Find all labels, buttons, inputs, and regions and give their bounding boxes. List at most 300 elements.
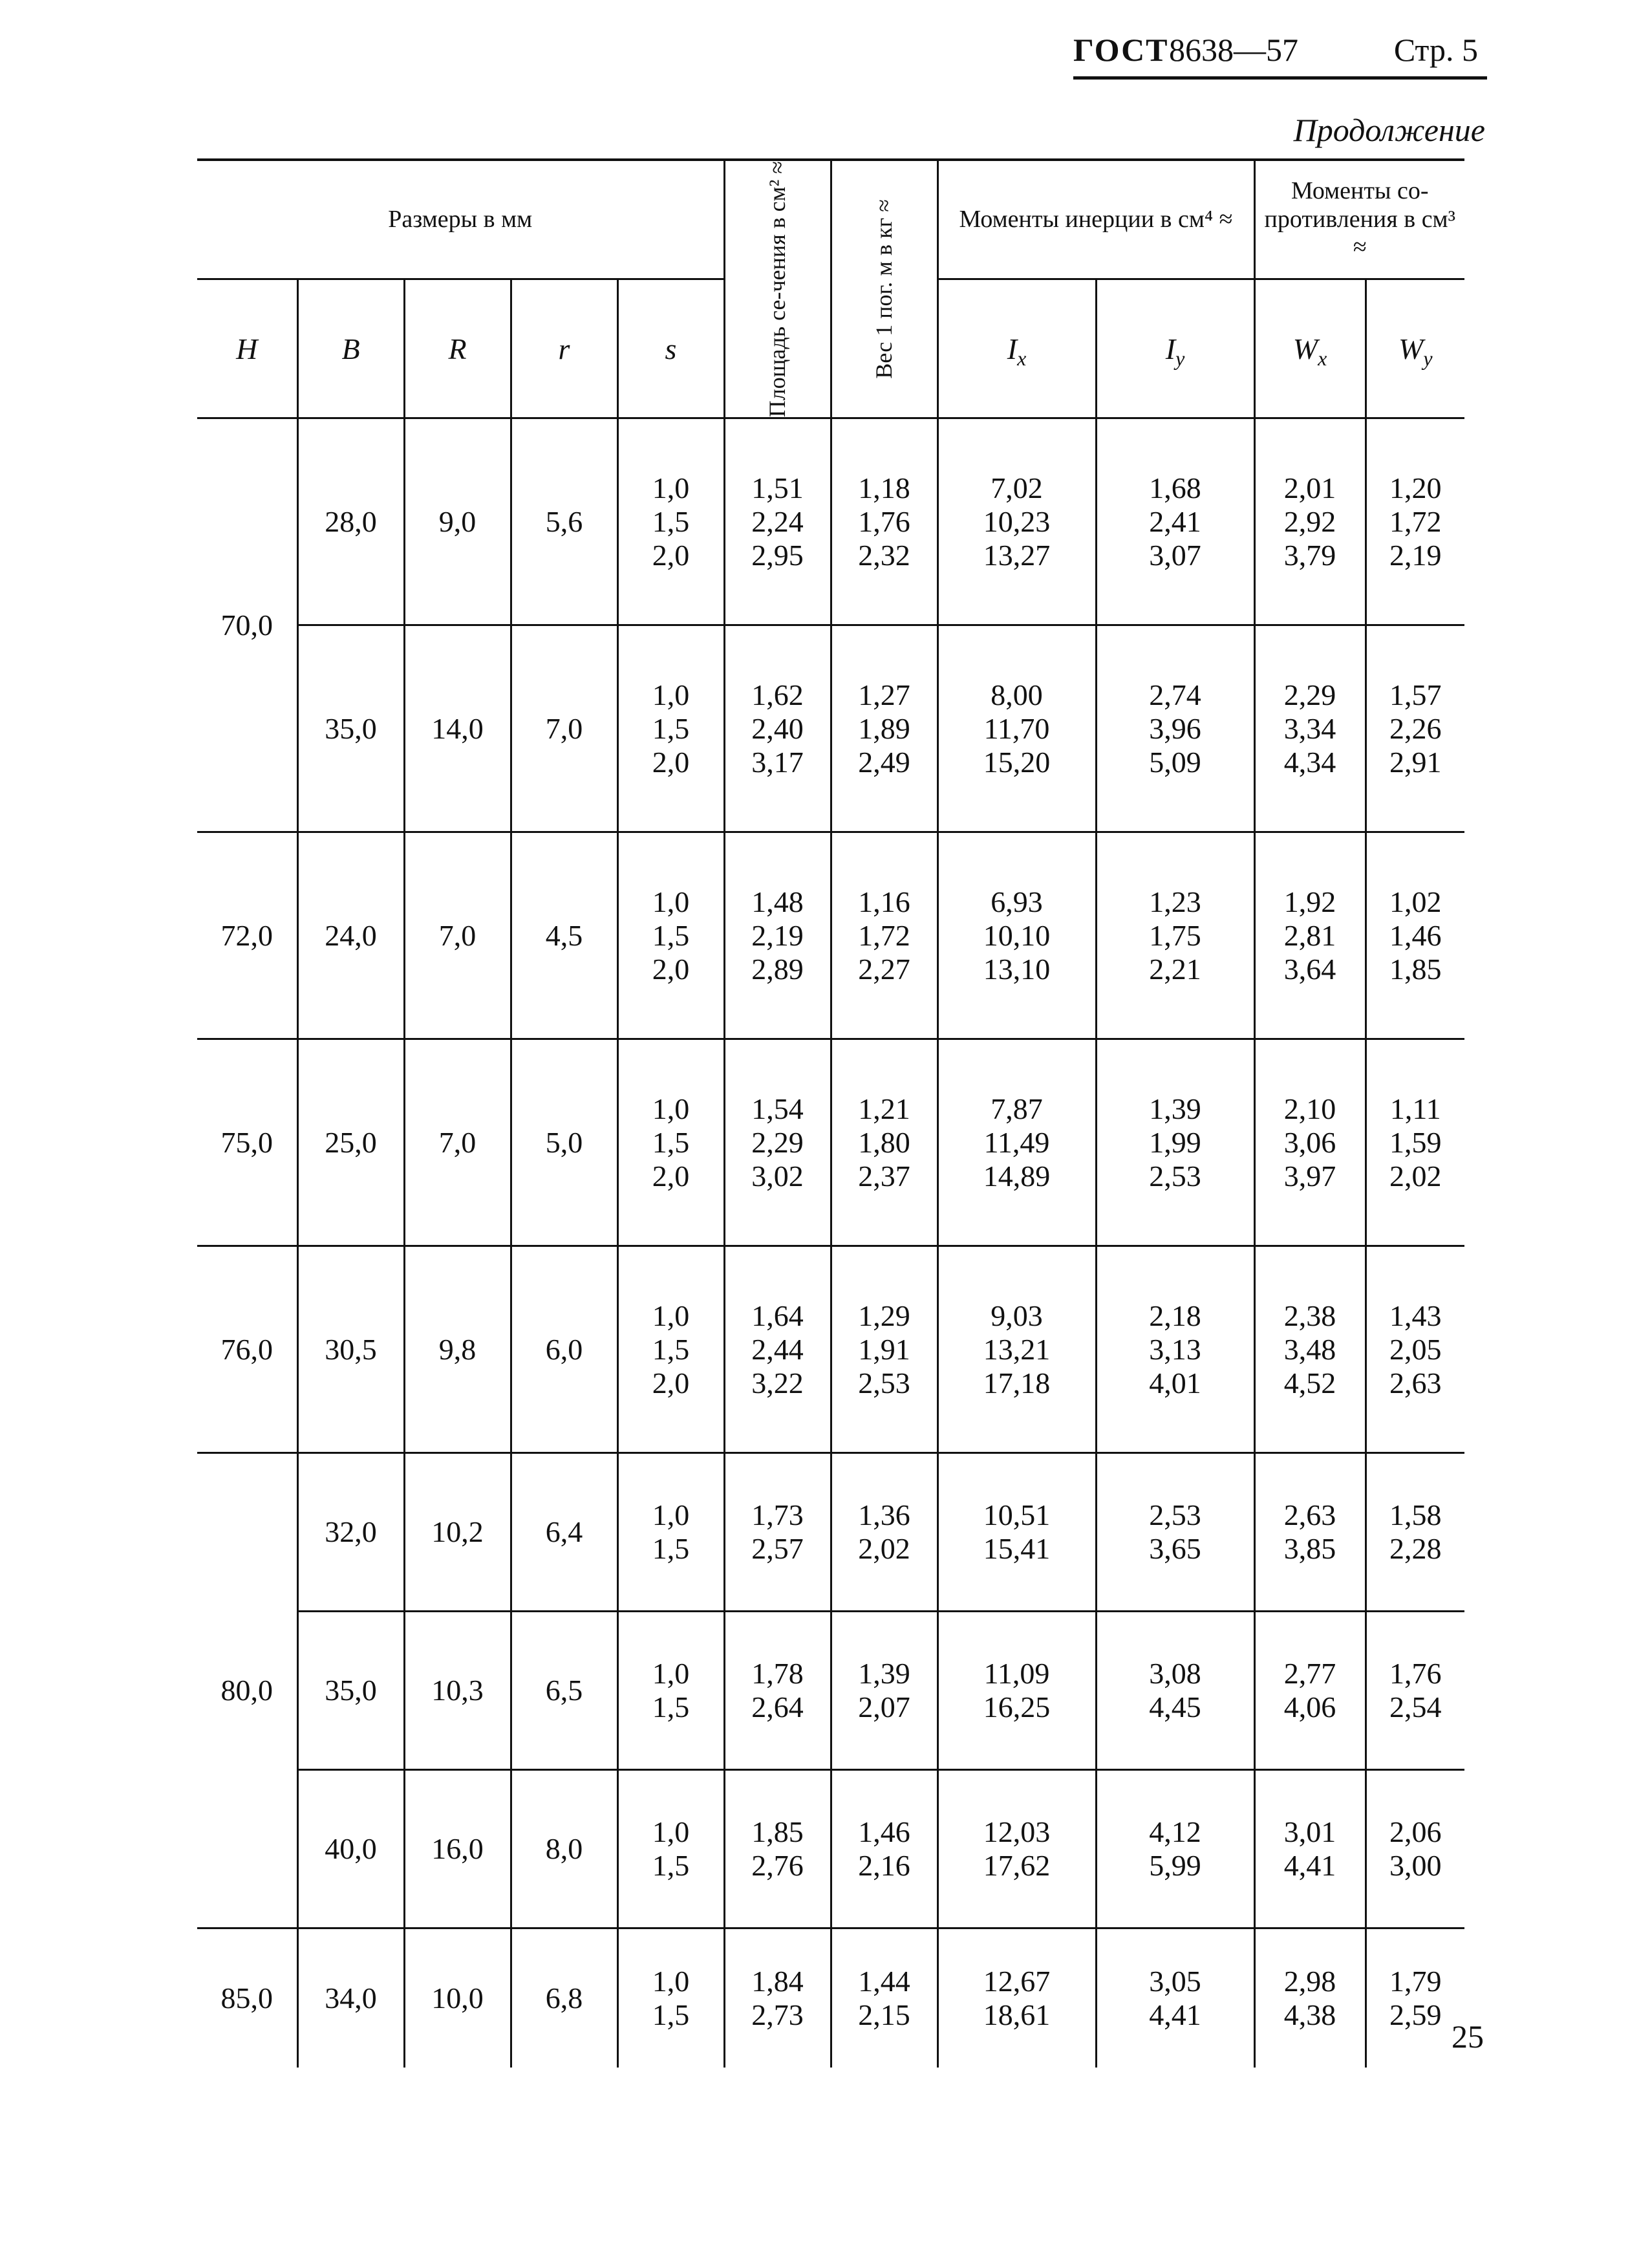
cell-value: 2,07: [858, 1690, 910, 1724]
cell-value: 2,44: [751, 1332, 804, 1366]
cell-value: 17,18: [983, 1366, 1051, 1399]
cell-value: 2,0: [652, 1366, 690, 1399]
value-stack: [652, 678, 690, 779]
cell-area: [724, 1612, 831, 1770]
cell-value: 1,16: [858, 885, 910, 918]
cell-value: 1,72: [1389, 504, 1442, 538]
cell-H: 70,0: [197, 418, 297, 832]
cell-value: 2,16: [858, 1849, 910, 1883]
cell-value: 2,02: [1389, 1159, 1442, 1193]
col-s: s: [617, 279, 724, 418]
cell-value: 1,0: [652, 471, 690, 504]
cell-Wx: [1254, 1770, 1366, 1928]
value-stack: [1284, 471, 1336, 572]
table-row: [197, 625, 1464, 832]
cell-value: 1,23: [1149, 885, 1201, 918]
col-Wy-label: W: [1398, 332, 1424, 365]
cell-value: 5,09: [1149, 745, 1201, 779]
cell-value: 10,23: [983, 504, 1051, 538]
cell-B: 28,0: [297, 418, 404, 625]
cell-R: 10,0: [404, 1928, 511, 2068]
cell-value: 11,70: [983, 711, 1050, 745]
cell-Iy: [1096, 832, 1254, 1039]
value-stack: [983, 471, 1051, 572]
value-stack: [858, 1965, 910, 2032]
cell-Wx: [1254, 1246, 1366, 1453]
cell-value: 1,85: [1389, 952, 1442, 986]
cell-value: 2,02: [858, 1532, 910, 1566]
cell-Ix: [938, 1039, 1096, 1246]
cell-Iy: [1096, 625, 1254, 832]
cell-value: 2,91: [1389, 745, 1442, 779]
cell-value: 1,78: [751, 1657, 804, 1690]
cell-value: 3,05: [1149, 1965, 1201, 1998]
cell-value: 1,5: [652, 1532, 690, 1566]
weight-header-text: Вес 1 пог. м в кг ≈: [870, 199, 897, 379]
cell-value: 1,18: [858, 471, 910, 504]
value-stack: [652, 471, 690, 572]
cell-value: 7,02: [991, 471, 1043, 504]
cell-s: [617, 1246, 724, 1453]
value-stack: [652, 1092, 690, 1193]
cell-value: 1,20: [1389, 471, 1442, 504]
cell-B: 34,0: [297, 1928, 404, 2068]
cell-s: [617, 1453, 724, 1612]
cell-value: 2,77: [1283, 1657, 1336, 1690]
area-header: [724, 160, 831, 418]
cell-value: 1,0: [652, 1657, 690, 1690]
dimensions-group-header: Размеры в мм: [197, 160, 724, 279]
cell-Ix: [938, 1453, 1096, 1612]
table-row: [197, 1612, 1464, 1770]
value-stack: [751, 1092, 804, 1193]
cell-value: 1,5: [652, 504, 690, 538]
cell-value: 3,79: [1283, 538, 1336, 572]
value-stack: [983, 1965, 1051, 2032]
inertia-group-header: Моменты инерции в см⁴ ≈: [938, 160, 1254, 279]
value-stack: [1284, 1498, 1336, 1566]
cell-Wx: [1254, 1928, 1366, 2068]
cell-value: 1,02: [1389, 885, 1442, 918]
cell-value: 1,46: [858, 1815, 910, 1849]
cell-s: [617, 1612, 724, 1770]
cell-H: 76,0: [197, 1246, 297, 1453]
cell-Wy: [1366, 1246, 1464, 1453]
cell-value: 2,63: [1283, 1498, 1336, 1532]
cell-value: 2,98: [1283, 1965, 1336, 1998]
cell-area: [724, 1453, 831, 1612]
cell-value: 18,61: [983, 1998, 1051, 2032]
cell-value: 1,39: [858, 1657, 910, 1690]
cell-value: 1,76: [1389, 1657, 1442, 1690]
cell-value: 1,85: [751, 1815, 804, 1849]
cell-value: 2,53: [858, 1366, 910, 1399]
cell-value: 1,73: [751, 1498, 804, 1532]
cell-value: 4,01: [1149, 1366, 1201, 1399]
cell-value: 3,06: [1283, 1125, 1336, 1159]
cell-Wy: [1366, 418, 1464, 625]
value-stack: [1389, 1498, 1442, 1566]
cell-weight: [831, 1770, 938, 1928]
value-stack: [1389, 1965, 1442, 2032]
col-Ix-label: I: [1007, 332, 1018, 365]
cell-value: 4,06: [1283, 1690, 1336, 1724]
value-stack: [983, 885, 1051, 986]
cell-value: 2,59: [1389, 1998, 1442, 2032]
cell-value: 3,08: [1149, 1657, 1201, 1690]
cell-value: 2,49: [858, 745, 910, 779]
value-stack: [1389, 471, 1442, 572]
cell-B: 32,0: [297, 1453, 404, 1612]
cell-value: 2,24: [751, 504, 804, 538]
value-stack: [751, 1657, 804, 1724]
col-r: r: [511, 279, 617, 418]
cell-weight: [831, 1039, 938, 1246]
cell-B: 35,0: [297, 625, 404, 832]
value-stack: [1284, 1657, 1336, 1724]
cell-value: 1,5: [652, 1332, 690, 1366]
cell-value: 1,29: [858, 1299, 910, 1332]
value-stack: [1284, 1299, 1336, 1400]
cell-value: 1,0: [652, 1299, 690, 1332]
cell-value: 1,5: [652, 1690, 690, 1724]
cell-Wx: [1254, 1453, 1366, 1612]
cell-value: 15,41: [983, 1532, 1051, 1566]
cell-Ix: [938, 1928, 1096, 2068]
cell-value: 3,22: [751, 1366, 804, 1399]
cell-value: 13,10: [983, 952, 1051, 986]
cell-Wx: [1254, 1612, 1366, 1770]
cell-value: 4,52: [1283, 1366, 1336, 1399]
col-B: B: [297, 279, 404, 418]
cell-s: [617, 1928, 724, 2068]
value-stack: [1284, 678, 1336, 779]
value-stack: [858, 678, 910, 779]
cell-Iy: [1096, 1039, 1254, 1246]
cell-value: 1,43: [1389, 1299, 1442, 1332]
table-body: [197, 418, 1464, 2068]
value-stack: [751, 678, 804, 779]
value-stack: [983, 1092, 1051, 1193]
cell-value: 2,10: [1283, 1092, 1336, 1125]
value-stack: [652, 1299, 690, 1400]
cell-value: 3,13: [1149, 1332, 1201, 1366]
cell-s: [617, 625, 724, 832]
cell-value: 1,5: [652, 1849, 690, 1883]
cell-H: 72,0: [197, 832, 297, 1039]
cell-r: 6,0: [511, 1246, 617, 1453]
value-stack: [1149, 1965, 1201, 2032]
value-stack: [751, 471, 804, 572]
value-stack: [858, 1299, 910, 1400]
cell-value: 1,5: [652, 711, 690, 745]
cell-R: 14,0: [404, 625, 511, 832]
cell-value: 1,75: [1149, 918, 1201, 952]
cell-value: 2,19: [751, 918, 804, 952]
value-stack: [858, 1657, 910, 1724]
value-stack: [751, 1965, 804, 2032]
cell-value: 2,05: [1389, 1332, 1442, 1366]
value-stack: [1389, 1815, 1442, 1883]
value-stack: [858, 885, 910, 986]
cell-value: 1,44: [858, 1965, 910, 1998]
cell-value: 6,93: [991, 885, 1043, 918]
cell-s: [617, 1039, 724, 1246]
cell-value: 2,0: [652, 745, 690, 779]
cell-value: 1,0: [652, 1498, 690, 1532]
cell-R: 9,8: [404, 1246, 511, 1453]
cell-value: 2,95: [751, 538, 804, 572]
cell-value: 2,76: [751, 1849, 804, 1883]
cell-value: 1,91: [858, 1332, 910, 1366]
table-row: [197, 832, 1464, 1039]
value-stack: [1149, 1815, 1201, 1883]
cell-weight: [831, 832, 938, 1039]
value-stack: [751, 1498, 804, 1566]
cell-Ix: [938, 832, 1096, 1039]
cell-B: 25,0: [297, 1039, 404, 1246]
cell-value: 1,39: [1149, 1092, 1201, 1125]
cell-Wy: [1366, 1453, 1464, 1612]
cell-area: [724, 625, 831, 832]
value-stack: [1284, 1965, 1336, 2032]
cell-value: 3,85: [1283, 1532, 1336, 1566]
value-stack: [1149, 1657, 1201, 1724]
cell-value: 12,67: [983, 1965, 1051, 1998]
cell-weight: [831, 625, 938, 832]
cell-value: 2,15: [858, 1998, 910, 2032]
cell-Wx: [1254, 832, 1366, 1039]
weight-header: [831, 160, 938, 418]
value-stack: [652, 1498, 690, 1566]
cell-value: 1,27: [858, 678, 910, 711]
value-stack: [652, 1815, 690, 1883]
cell-value: 2,81: [1283, 918, 1336, 952]
cell-value: 1,5: [652, 918, 690, 952]
cell-value: 17,62: [983, 1849, 1051, 1883]
cell-Wx: [1254, 625, 1366, 832]
cell-value: 2,0: [652, 538, 690, 572]
resistance-group-header: Моменты со-противления в см³ ≈: [1254, 160, 1464, 279]
col-Wy: [1366, 279, 1464, 418]
cell-value: 1,64: [751, 1299, 804, 1332]
value-stack: [1284, 1092, 1336, 1193]
cell-r: 4,5: [511, 832, 617, 1039]
cell-Wy: [1366, 1612, 1464, 1770]
cell-R: 7,0: [404, 1039, 511, 1246]
cell-value: 11,49: [983, 1125, 1050, 1159]
standard-label: ГОСТ: [1073, 32, 1169, 68]
value-stack: [983, 1815, 1051, 1883]
cell-value: 1,0: [652, 678, 690, 711]
cell-value: 2,21: [1149, 952, 1201, 986]
table-row: [197, 1928, 1464, 2068]
cell-value: 10,10: [983, 918, 1051, 952]
cell-value: 15,20: [983, 745, 1051, 779]
cell-value: 3,48: [1283, 1332, 1336, 1366]
standard-number: 8638—57: [1169, 32, 1298, 68]
cell-Iy: [1096, 418, 1254, 625]
cell-value: 1,46: [1389, 918, 1442, 952]
table-row: [197, 418, 1464, 625]
cell-Iy: [1096, 1612, 1254, 1770]
cell-value: 1,92: [1283, 885, 1336, 918]
cell-value: 1,5: [652, 1998, 690, 2032]
cell-value: 2,53: [1149, 1498, 1201, 1532]
value-stack: [858, 1092, 910, 1193]
cell-r: 5,6: [511, 418, 617, 625]
cell-Wy: [1366, 1770, 1464, 1928]
cell-value: 1,0: [652, 1965, 690, 1998]
col-Ix-sub: x: [1017, 346, 1027, 370]
cell-value: 4,12: [1149, 1815, 1201, 1849]
cell-value: 1,21: [858, 1092, 910, 1125]
cell-value: 2,26: [1389, 711, 1442, 745]
cell-r: 8,0: [511, 1770, 617, 1928]
value-stack: [1149, 885, 1201, 986]
cell-value: 1,11: [1389, 1092, 1441, 1125]
cell-Wy: [1366, 625, 1464, 832]
cell-value: 2,73: [751, 1998, 804, 2032]
cell-H: 75,0: [197, 1039, 297, 1246]
col-Wx: [1254, 279, 1366, 418]
cell-value: 2,0: [652, 1159, 690, 1193]
cell-weight: [831, 418, 938, 625]
cell-value: 2,92: [1283, 504, 1336, 538]
cell-value: 3,07: [1149, 538, 1201, 572]
cell-value: 3,02: [751, 1159, 804, 1193]
cell-Ix: [938, 625, 1096, 832]
value-stack: [1149, 471, 1201, 572]
cell-H: 80,0: [197, 1453, 297, 1928]
cell-value: 12,03: [983, 1815, 1051, 1849]
value-stack: [652, 1657, 690, 1724]
value-stack: [858, 1815, 910, 1883]
cell-Iy: [1096, 1770, 1254, 1928]
value-stack: [983, 678, 1051, 779]
col-Ix: [938, 279, 1096, 418]
col-R: R: [404, 279, 511, 418]
cell-value: 16,25: [983, 1690, 1051, 1724]
cell-value: 4,45: [1149, 1690, 1201, 1724]
col-H: H: [197, 279, 297, 418]
cell-area: [724, 418, 831, 625]
cell-value: 9,03: [991, 1299, 1043, 1332]
cell-value: 1,84: [751, 1965, 804, 1998]
cell-value: 2,28: [1389, 1532, 1442, 1566]
cell-value: 2,0: [652, 952, 690, 986]
cell-Wy: [1366, 1039, 1464, 1246]
cell-value: 1,36: [858, 1498, 910, 1532]
cell-value: 2,74: [1149, 678, 1201, 711]
cell-area: [724, 832, 831, 1039]
cell-value: 2,38: [1283, 1299, 1336, 1332]
cell-value: 4,41: [1149, 1998, 1201, 2032]
value-stack: [1149, 678, 1201, 779]
cell-value: 3,34: [1283, 711, 1336, 745]
cell-weight: [831, 1246, 938, 1453]
value-stack: [652, 885, 690, 986]
cell-value: 1,68: [1149, 471, 1201, 504]
cell-r: 5,0: [511, 1039, 617, 1246]
cell-value: 2,01: [1283, 471, 1336, 504]
cell-value: 3,97: [1283, 1159, 1336, 1193]
cell-value: 2,32: [858, 538, 910, 572]
cell-value: 3,96: [1149, 711, 1201, 745]
cell-area: [724, 1770, 831, 1928]
cell-value: 1,80: [858, 1125, 910, 1159]
value-stack: [983, 1657, 1051, 1724]
cell-value: 2,57: [751, 1532, 804, 1566]
cell-R: 16,0: [404, 1770, 511, 1928]
col-Wy-sub: y: [1423, 346, 1433, 370]
cell-value: 2,06: [1389, 1815, 1442, 1849]
cell-value: 2,64: [751, 1690, 804, 1724]
cell-B: 24,0: [297, 832, 404, 1039]
cell-Ix: [938, 1246, 1096, 1453]
cell-value: 1,99: [1149, 1125, 1201, 1159]
cell-value: 13,21: [983, 1332, 1051, 1366]
cell-value: 4,41: [1283, 1849, 1336, 1883]
cell-value: 3,65: [1149, 1532, 1201, 1566]
cell-value: 1,48: [751, 885, 804, 918]
cell-R: 10,3: [404, 1612, 511, 1770]
cell-value: 2,27: [858, 952, 910, 986]
cell-value: 2,29: [1283, 678, 1336, 711]
value-stack: [1149, 1299, 1201, 1400]
col-Iy: [1096, 279, 1254, 418]
table-row: [197, 1039, 1464, 1246]
cell-value: 3,17: [751, 745, 804, 779]
cell-value: 2,54: [1389, 1690, 1442, 1724]
cell-r: 6,4: [511, 1453, 617, 1612]
value-stack: [1389, 678, 1442, 779]
cell-r: 6,8: [511, 1928, 617, 2068]
value-stack: [751, 885, 804, 986]
cell-value: 5,99: [1149, 1849, 1201, 1883]
cell-Iy: [1096, 1246, 1254, 1453]
cell-weight: [831, 1928, 938, 2068]
cell-B: 30,5: [297, 1246, 404, 1453]
cell-value: 1,62: [751, 678, 804, 711]
cell-r: 7,0: [511, 625, 617, 832]
cell-r: 6,5: [511, 1612, 617, 1770]
cell-weight: [831, 1612, 938, 1770]
cell-s: [617, 832, 724, 1039]
cell-Wy: [1366, 832, 1464, 1039]
cell-value: 3,64: [1283, 952, 1336, 986]
cell-value: 8,00: [991, 678, 1043, 711]
profile-table: [197, 158, 1464, 2068]
value-stack: [983, 1299, 1051, 1400]
cell-value: 14,89: [983, 1159, 1051, 1193]
value-stack: [1284, 1815, 1336, 1883]
cell-H: 85,0: [197, 1928, 297, 2068]
cell-value: 1,51: [751, 471, 804, 504]
value-stack: [858, 471, 910, 572]
value-stack: [751, 1815, 804, 1883]
value-stack: [983, 1498, 1051, 1566]
cell-area: [724, 1246, 831, 1453]
cell-Wy: [1366, 1928, 1464, 2068]
cell-s: [617, 418, 724, 625]
col-Iy-sub: y: [1175, 346, 1185, 370]
cell-R: 7,0: [404, 832, 511, 1039]
cell-s: [617, 1770, 724, 1928]
cell-value: 2,53: [1149, 1159, 1201, 1193]
cell-Ix: [938, 1612, 1096, 1770]
cell-value: 1,72: [858, 918, 910, 952]
